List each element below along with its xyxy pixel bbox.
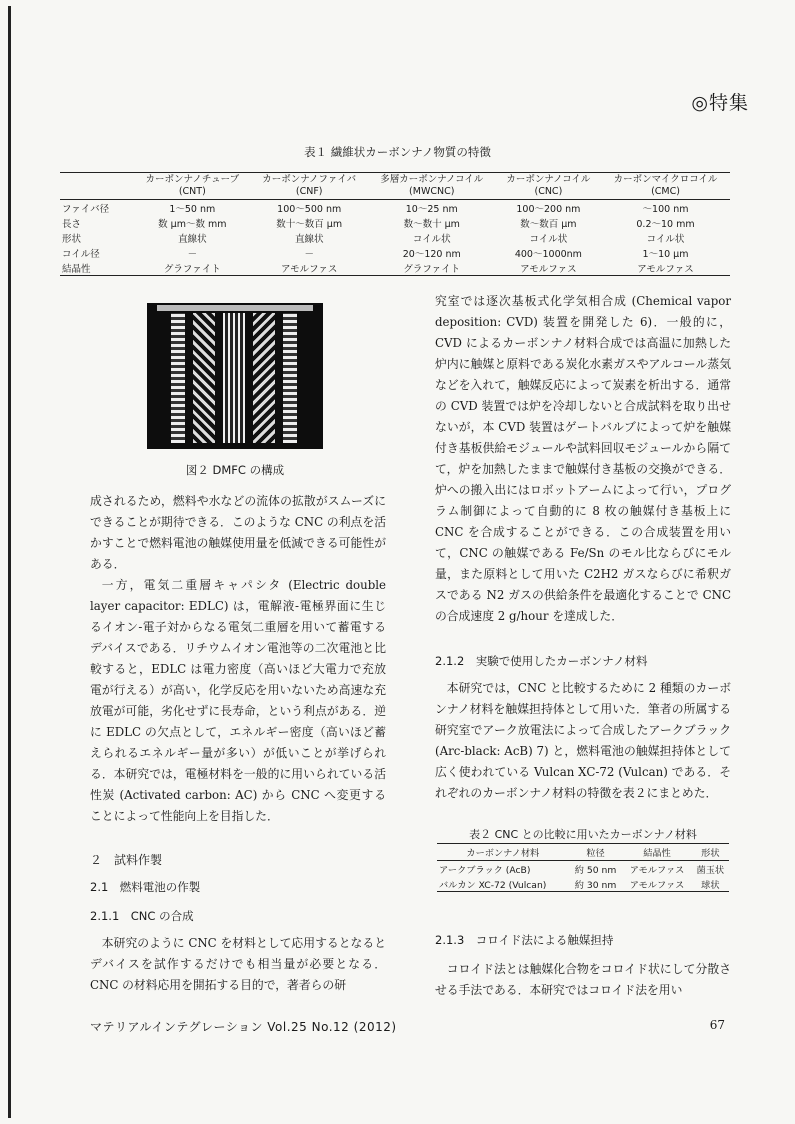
table-cell: 約 30 nm	[569, 876, 623, 892]
table-cell: 100～200 nm	[516, 203, 581, 215]
table-cell: 0.2～10 mm	[636, 218, 695, 230]
table-header: カーボンナノコイル (CNC)	[496, 173, 601, 200]
table-cell: アモルファス	[251, 260, 368, 276]
table-cell: バルカン XC-72 (Vulcan)	[437, 876, 569, 892]
figure-layer	[283, 313, 297, 443]
table-cell: コイル径	[62, 248, 100, 260]
journal-footer: マテリアルインテグレーション Vol.25 No.12 (2012)	[90, 1020, 397, 1034]
table-cell: アークブラック (AcB)	[439, 864, 531, 876]
table-cell: 数 μm～数 mm	[158, 218, 227, 230]
table-header: カーボンナノファイバ (CNF)	[251, 173, 368, 200]
table-cell: 1～50 nm	[169, 203, 216, 215]
table-cell: －	[187, 248, 198, 260]
figure-layer	[193, 313, 215, 443]
right-column-bottom	[435, 930, 731, 1001]
table-header: 粒径	[569, 844, 623, 861]
right-column-top	[435, 291, 731, 804]
table2	[437, 843, 729, 892]
table1-caption: 表１ 繊維状カーボンナノ物質の特徴	[304, 145, 491, 159]
figure2-caption: 図２ DMFC の構成	[185, 463, 285, 477]
table-cell: 形状	[62, 233, 82, 245]
table-row	[60, 200, 730, 216]
table-cell: 結晶性	[60, 260, 134, 276]
table-cell: グラファイト	[368, 260, 496, 276]
section-heading: ２ 試料作製	[90, 853, 163, 867]
table-header	[60, 173, 134, 200]
paragraph: 本研究のように CNC を材料として応用するとなるとデバイスを試作するだけでも相当量が必要となる．CNC の材料応用を開拓する目的で，著者らの研	[90, 936, 386, 992]
table-header: カーボンナノチューブ (CNT)	[134, 173, 251, 200]
table-row	[60, 260, 730, 276]
table-cell: アモルファス	[601, 260, 730, 276]
table-cell: 10～25 nm	[405, 203, 458, 215]
table-cell: コイル状	[412, 233, 451, 245]
table-row	[60, 215, 730, 230]
table-header: カーボンマイクロコイル (CMC)	[601, 173, 730, 200]
table-cell: 数～数十 μm	[403, 218, 460, 230]
table2-caption: 表２ CNC との比較に用いたカーボンナノ材料	[469, 828, 697, 841]
paragraph: コロイド法とは触媒化合物をコロイド状にして分散させる手法である．本研究ではコロイド法を用い	[435, 962, 731, 997]
table-cell: ～100 nm	[642, 203, 689, 215]
section-mark: ◎特集	[691, 92, 749, 114]
table-cell: アモルファス	[629, 864, 685, 876]
table-cell: 球状	[692, 876, 729, 892]
table-cell: 20～120 nm	[402, 248, 461, 260]
dmfc-figure-image	[147, 303, 323, 449]
left-column-top	[90, 491, 386, 827]
figure-layer	[253, 313, 275, 443]
subsubsection-heading: 2.1.1 CNC の合成	[90, 909, 194, 923]
table2-header-row	[437, 844, 729, 861]
table-cell: 1～10 μm	[642, 248, 689, 260]
table-cell: アモルファス	[622, 876, 691, 892]
table-header: カーボンナノ材料	[437, 844, 569, 861]
table-cell: 数～数百 μm	[520, 218, 577, 230]
paragraph: 本研究では，CNC と比較するために 2 種類のカーボンナノ材料を触媒担持体として用いた．筆者の所属する研究室でアーク放電法によって合成したアークブラック (Arc-black: AcB) 7) と，燃料電池の触媒担持体として広く使われている Vulcan XC-72 (Vulcan) である．それぞれのカーボンナノ材料の特徴を表２にまとめた．	[435, 681, 731, 800]
table-cell: コイル状	[529, 233, 568, 245]
figure-top-bar	[157, 305, 313, 311]
table-row	[437, 861, 729, 877]
table-cell: アモルファス	[496, 260, 601, 276]
table-cell: 400～1000nm	[514, 248, 582, 260]
table-cell: 菌玉状	[696, 864, 725, 876]
figure-layer	[223, 313, 245, 443]
table-cell: 直線状	[178, 233, 207, 245]
table-cell: 100～500 nm	[277, 203, 342, 215]
subsubsection-heading: 2.1.3 コロイド法による触媒担持	[435, 933, 614, 947]
table-cell: －	[304, 248, 314, 260]
subsection-heading: 2.1 燃料電池の作製	[90, 880, 201, 894]
table-cell: ファイバ径	[62, 203, 110, 215]
table-cell: コイル状	[646, 233, 685, 245]
table-header: 形状	[692, 844, 729, 861]
paragraph: 究室では逐次基板式化学気相合成 (Chemical vapor deposition: CVD) 装置を開発した 6)．一般的に，CVD によるカーボンナノ材料合成では高温に加熱した炉内に触媒と原料である炭化水素ガスやアルコール蒸気などを入れて，触媒反応によって炭素を析出する．通常の CVD 装置では炉を冷却しないと合成試料を取り出せないが，本 CVD 装置はゲートバルブによって炉を触媒付き基板供給モジュールや試料回収モジュールから隔てて，炉を加熱したままで触媒付き基板の交換ができる．炉への搬入出にはロボットアームによって行い，プログラム制御によって自動的に 8 枚の触媒付き基板上に CNC を合成することができる．この合成装置を用いて，CNC の触媒である Fe/Sn のモル比ならびにモル量，また原料として用いた C2H2 ガスならびに希釈ガスである N2 ガスの供給条件を最適化することで CNC の合成速度 2 g/hour を達成した．	[435, 294, 731, 623]
subsubsection-heading: 2.1.2 実験で使用したカーボンナノ材料	[435, 654, 648, 668]
table-cell: 約 50 nm	[574, 864, 617, 876]
table1	[60, 172, 730, 276]
left-column-bottom	[90, 850, 386, 996]
figure-layer	[171, 313, 185, 443]
table-row	[437, 876, 729, 892]
table-header: 結晶性	[622, 844, 691, 861]
paragraph: 成されるため，燃料や水などの流体の拡散がスムーズにできることが期待できる．このような CNC の利点を活かすことで燃料電池の触媒使用量を低減できる可能性がある．	[90, 494, 386, 571]
table-cell: 直線状	[294, 233, 324, 245]
table-header: 多層カーボンナノコイル (MWCNC)	[368, 173, 496, 200]
table-cell: 長さ	[62, 218, 82, 230]
paragraph: 一方，電気二重層キャパシタ (Electric double layer capacitor: EDLC) は，電解液-電極界面に生じるイオン-電子対からなる電気二重層を用いて蓄電するデバイスである．リチウムイオン電池等の二次電池と比較すると，EDLC は電力密度（高いほど大電力で充放電が行える）が高い，化学反応を用いないため高速な充放電が可能，劣化せずに長寿命，という利点がある．逆に EDLC の欠点として，エネルギー密度（高いほど蓄えられるエネルギー量が多い）が低いことが挙げられる．本研究では，電極材料を一般的に用いられている活性炭 (Activated carbon: AC) から CNC へ変更することによって性能向上を目指した．	[90, 578, 386, 823]
table-row	[60, 245, 730, 260]
page-number: 67	[709, 1018, 725, 1032]
table1-header-row	[60, 173, 730, 200]
table-cell: 数十～数百 μm	[276, 218, 343, 230]
page-edge-line	[8, 6, 11, 1118]
table-cell: グラファイト	[134, 260, 251, 276]
table-row	[60, 230, 730, 245]
